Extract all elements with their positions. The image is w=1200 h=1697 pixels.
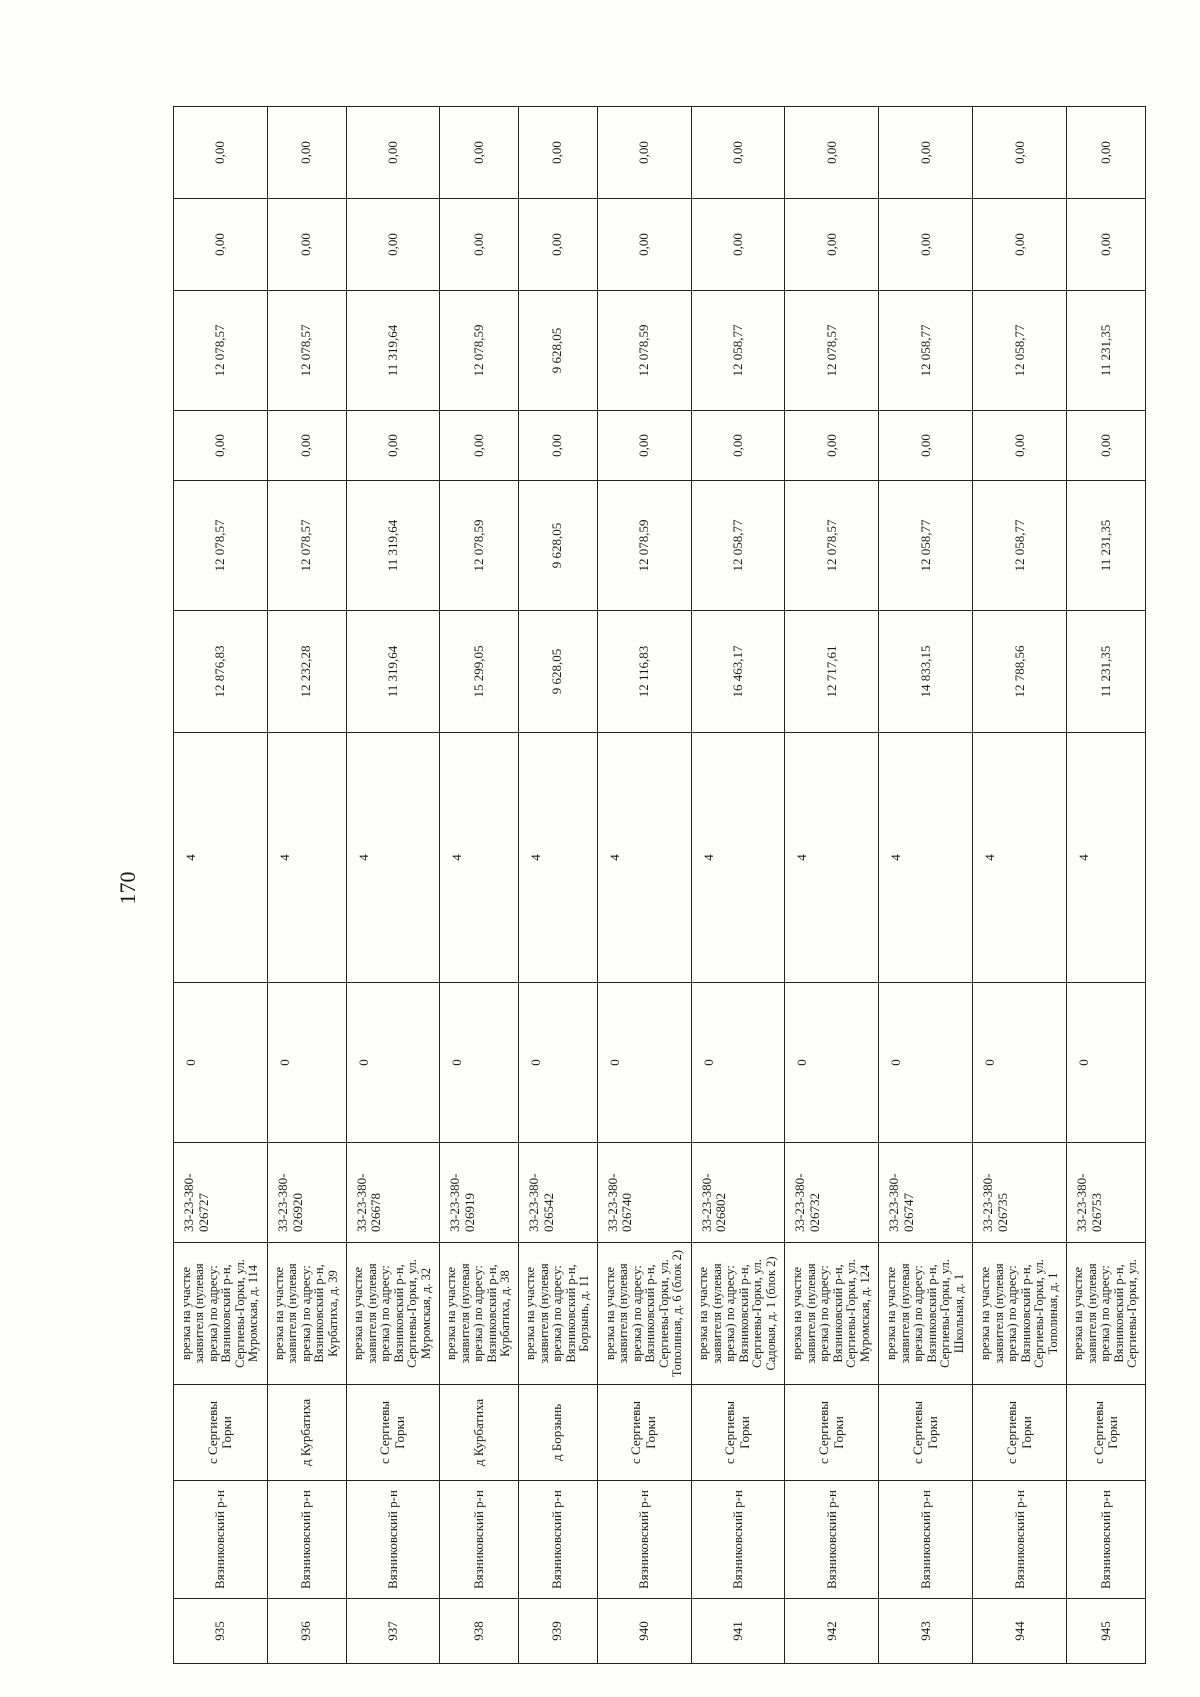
- district-cell: Вязниковский р-н: [597, 1481, 691, 1599]
- amount-2-cell: 12 078,57: [174, 481, 268, 611]
- row-number-cell: 940: [597, 1599, 691, 1664]
- value-a-cell: 0: [597, 983, 691, 1143]
- value-a-cell: 0: [440, 983, 519, 1143]
- amount-5-cell: 0,00: [174, 199, 268, 291]
- amount-3-cell: 0,00: [346, 411, 440, 481]
- amount-4-cell: 11 231,35: [1067, 291, 1146, 411]
- amount-2-cell: 12 058,77: [973, 481, 1067, 611]
- amount-6-cell: 0,00: [519, 107, 598, 199]
- value-b-cell: 4: [519, 733, 598, 983]
- amount-3-cell: 0,00: [174, 411, 268, 481]
- row-number-cell: 936: [267, 1599, 346, 1664]
- amount-1-cell: 12 788,56: [973, 611, 1067, 733]
- value-b-cell: 4: [346, 733, 440, 983]
- row-number-cell: 938: [440, 1599, 519, 1664]
- value-a-cell: 0: [973, 983, 1067, 1143]
- amount-2-cell: 12 058,77: [879, 481, 973, 611]
- table-row: [879, 107, 973, 1664]
- amount-2-cell: 12 078,59: [440, 481, 519, 611]
- cadastral-number-cell: 33-23-380-026678: [346, 1143, 440, 1243]
- amount-5-cell: 0,00: [267, 199, 346, 291]
- district-cell: Вязниковский р-н: [973, 1481, 1067, 1599]
- table-row: [785, 107, 879, 1664]
- table-container: [173, 107, 1146, 1664]
- table-row: [973, 107, 1067, 1664]
- settlement-cell: д Курбатиха: [267, 1385, 346, 1481]
- description-cell: врезка на участке заявителя (нулевая врезка) по адресу: Вязниковский р-н, Сергиевы-Горки, ул. Школьная, д. 1: [879, 1243, 973, 1385]
- amount-1-cell: 15 299,05: [440, 611, 519, 733]
- table-row: [519, 107, 598, 1664]
- amount-4-cell: 12 078,57: [785, 291, 879, 411]
- amount-5-cell: 0,00: [1067, 199, 1146, 291]
- amount-1-cell: 11 319,64: [346, 611, 440, 733]
- amount-4-cell: 12 078,57: [174, 291, 268, 411]
- description-cell: врезка на участке заявителя (нулевая врезка) по адресу: Вязниковский р-н, Сергиевы-Горки, ул. Тополиная, д. 1: [973, 1243, 1067, 1385]
- amount-6-cell: 0,00: [785, 107, 879, 199]
- value-b-cell: 4: [691, 733, 785, 983]
- amount-5-cell: 0,00: [691, 199, 785, 291]
- settlement-cell: д Борзынь: [519, 1385, 598, 1481]
- amount-4-cell: 12 078,59: [597, 291, 691, 411]
- value-b-cell: 4: [973, 733, 1067, 983]
- row-number-cell: 941: [691, 1599, 785, 1664]
- amount-4-cell: 9 628,05: [519, 291, 598, 411]
- cadastral-number-cell: 33-23-380-026740: [597, 1143, 691, 1243]
- amount-4-cell: 11 319,64: [346, 291, 440, 411]
- description-cell: врезка на участке заявителя (нулевая врезка) по адресу: Вязниковский р-н, Сергиевы-Горки, ул. Муромская, д. 114: [174, 1243, 268, 1385]
- amount-3-cell: 0,00: [1067, 411, 1146, 481]
- data-table: [173, 106, 1146, 1664]
- description-cell: врезка на участке заявителя (нулевая врезка) по адресу: Вязниковский р-н, Сергиевы-Горки, ул. Муромская, д. 32: [346, 1243, 440, 1385]
- row-number-cell: 935: [174, 1599, 268, 1664]
- amount-5-cell: 0,00: [597, 199, 691, 291]
- district-cell: Вязниковский р-н: [879, 1481, 973, 1599]
- amount-1-cell: 12 717,61: [785, 611, 879, 733]
- settlement-cell: с Сергиевы Горки: [346, 1385, 440, 1481]
- cadastral-number-cell: 33-23-380-026802: [691, 1143, 785, 1243]
- description-cell: врезка на участке заявителя (нулевая врезка) по адресу: Вязниковский р-н, Сергиевы-Горки, ул.: [1067, 1243, 1146, 1385]
- amount-2-cell: 9 628,05: [519, 481, 598, 611]
- amount-1-cell: 12 876,83: [174, 611, 268, 733]
- value-a-cell: 0: [346, 983, 440, 1143]
- settlement-cell: с Сергиевы Горки: [691, 1385, 785, 1481]
- row-number-cell: 943: [879, 1599, 973, 1664]
- district-cell: Вязниковский р-н: [174, 1481, 268, 1599]
- amount-3-cell: 0,00: [973, 411, 1067, 481]
- cadastral-number-cell: 33-23-380-026920: [267, 1143, 346, 1243]
- value-b-cell: 4: [174, 733, 268, 983]
- description-cell: врезка на участке заявителя (нулевая врезка) по адресу: Вязниковский р-н, Курбатиха, д. 39: [267, 1243, 346, 1385]
- settlement-cell: с Сергиевы Горки: [973, 1385, 1067, 1481]
- row-number-cell: 937: [346, 1599, 440, 1664]
- value-b-cell: 4: [1067, 733, 1146, 983]
- amount-1-cell: 12 232,28: [267, 611, 346, 733]
- amount-2-cell: 12 078,57: [785, 481, 879, 611]
- table-row: [267, 107, 346, 1664]
- value-b-cell: 4: [440, 733, 519, 983]
- amount-4-cell: 12 058,77: [973, 291, 1067, 411]
- district-cell: Вязниковский р-н: [346, 1481, 440, 1599]
- cadastral-number-cell: 33-23-380-026919: [440, 1143, 519, 1243]
- page-number: 170: [115, 871, 140, 905]
- value-b-cell: 4: [267, 733, 346, 983]
- table-row: [174, 107, 268, 1664]
- amount-5-cell: 0,00: [973, 199, 1067, 291]
- value-a-cell: 0: [879, 983, 973, 1143]
- amount-2-cell: 12 058,77: [691, 481, 785, 611]
- table-row: [691, 107, 785, 1664]
- district-cell: Вязниковский р-н: [267, 1481, 346, 1599]
- district-cell: Вязниковский р-н: [691, 1481, 785, 1599]
- amount-3-cell: 0,00: [691, 411, 785, 481]
- row-number-cell: 942: [785, 1599, 879, 1664]
- amount-4-cell: 12 078,57: [267, 291, 346, 411]
- value-a-cell: 0: [267, 983, 346, 1143]
- settlement-cell: с Сергиевы Горки: [597, 1385, 691, 1481]
- amount-1-cell: 16 463,17: [691, 611, 785, 733]
- description-cell: врезка на участке заявителя (нулевая врезка) по адресу: Вязниковский р-н, Сергиевы-Горки, ул. Тополиная, д. 6 (блок 2): [597, 1243, 691, 1385]
- amount-6-cell: 0,00: [346, 107, 440, 199]
- district-cell: Вязниковский р-н: [1067, 1481, 1146, 1599]
- cadastral-number-cell: 33-23-380-026542: [519, 1143, 598, 1243]
- cadastral-number-cell: 33-23-380-026727: [174, 1143, 268, 1243]
- settlement-cell: с Сергиевы Горки: [174, 1385, 268, 1481]
- amount-6-cell: 0,00: [973, 107, 1067, 199]
- amount-6-cell: 0,00: [267, 107, 346, 199]
- amount-2-cell: 11 319,64: [346, 481, 440, 611]
- amount-4-cell: 12 058,77: [691, 291, 785, 411]
- value-a-cell: 0: [785, 983, 879, 1143]
- amount-3-cell: 0,00: [879, 411, 973, 481]
- value-a-cell: 0: [519, 983, 598, 1143]
- amount-2-cell: 11 231,35: [1067, 481, 1146, 611]
- value-b-cell: 4: [597, 733, 691, 983]
- value-a-cell: 0: [1067, 983, 1146, 1143]
- value-b-cell: 4: [879, 733, 973, 983]
- settlement-cell: с Сергиевы Горки: [879, 1385, 973, 1481]
- row-number-cell: 944: [973, 1599, 1067, 1664]
- value-a-cell: 0: [174, 983, 268, 1143]
- description-cell: врезка на участке заявителя (нулевая врезка) по адресу: Вязниковский р-н, Борзынь, д. 11: [519, 1243, 598, 1385]
- district-cell: Вязниковский р-н: [519, 1481, 598, 1599]
- cadastral-number-cell: 33-23-380-026732: [785, 1143, 879, 1243]
- description-cell: врезка на участке заявителя (нулевая врезка) по адресу: Вязниковский р-н, Сергиевы-Горки, ул. Муромская, д. 124: [785, 1243, 879, 1385]
- amount-3-cell: 0,00: [785, 411, 879, 481]
- amount-1-cell: 14 833,15: [879, 611, 973, 733]
- amount-5-cell: 0,00: [519, 199, 598, 291]
- amount-3-cell: 0,00: [519, 411, 598, 481]
- amount-6-cell: 0,00: [691, 107, 785, 199]
- cadastral-number-cell: 33-23-380-026753: [1067, 1143, 1146, 1243]
- table-row: [346, 107, 440, 1664]
- table-row: [597, 107, 691, 1664]
- amount-3-cell: 0,00: [597, 411, 691, 481]
- description-cell: врезка на участке заявителя (нулевая врезка) по адресу: Вязниковский р-н, Сергиевы-Горки, ул. Садовая, д. 1 (блок 2): [691, 1243, 785, 1385]
- amount-6-cell: 0,00: [879, 107, 973, 199]
- value-b-cell: 4: [785, 733, 879, 983]
- table-body: [174, 107, 1146, 1664]
- amount-2-cell: 12 078,59: [597, 481, 691, 611]
- amount-3-cell: 0,00: [440, 411, 519, 481]
- settlement-cell: д Курбатиха: [440, 1385, 519, 1481]
- amount-4-cell: 12 078,59: [440, 291, 519, 411]
- amount-6-cell: 0,00: [174, 107, 268, 199]
- amount-5-cell: 0,00: [879, 199, 973, 291]
- table-row: [1067, 107, 1146, 1664]
- settlement-cell: с Сергиевы Горки: [785, 1385, 879, 1481]
- cadastral-number-cell: 33-23-380-026735: [973, 1143, 1067, 1243]
- cadastral-number-cell: 33-23-380-026747: [879, 1143, 973, 1243]
- amount-1-cell: 12 116,83: [597, 611, 691, 733]
- value-a-cell: 0: [691, 983, 785, 1143]
- amount-2-cell: 12 078,57: [267, 481, 346, 611]
- row-number-cell: 945: [1067, 1599, 1146, 1664]
- table-row: [440, 107, 519, 1664]
- amount-6-cell: 0,00: [597, 107, 691, 199]
- district-cell: Вязниковский р-н: [440, 1481, 519, 1599]
- amount-5-cell: 0,00: [440, 199, 519, 291]
- amount-6-cell: 0,00: [440, 107, 519, 199]
- amount-1-cell: 11 231,35: [1067, 611, 1146, 733]
- settlement-cell: с Сергиевы Горки: [1067, 1385, 1146, 1481]
- amount-4-cell: 12 058,77: [879, 291, 973, 411]
- amount-5-cell: 0,00: [785, 199, 879, 291]
- district-cell: Вязниковский р-н: [785, 1481, 879, 1599]
- amount-1-cell: 9 628,05: [519, 611, 598, 733]
- amount-6-cell: 0,00: [1067, 107, 1146, 199]
- description-cell: врезка на участке заявителя (нулевая врезка) по адресу: Вязниковский р-н, Курбатиха, д. 38: [440, 1243, 519, 1385]
- amount-3-cell: 0,00: [267, 411, 346, 481]
- amount-5-cell: 0,00: [346, 199, 440, 291]
- row-number-cell: 939: [519, 1599, 598, 1664]
